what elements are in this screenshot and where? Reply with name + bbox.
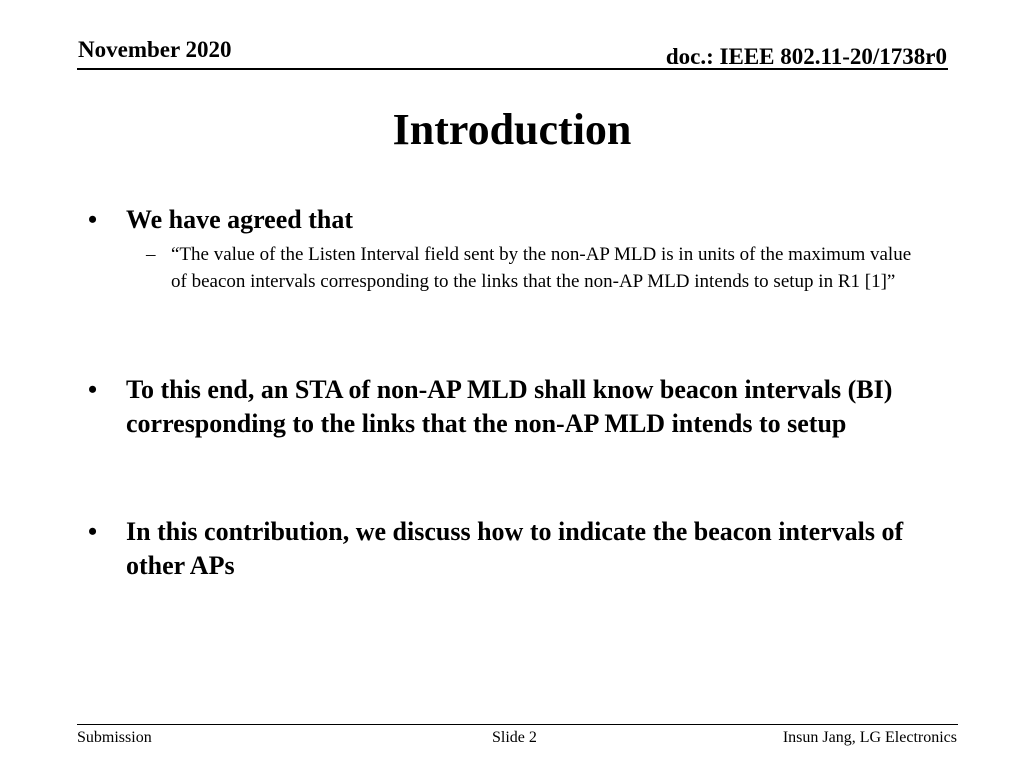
footer-submission: Submission	[77, 729, 152, 746]
bullet-marker: •	[88, 205, 98, 234]
footer-slide-number: Slide 2	[492, 729, 537, 746]
footer-author: Insun Jang, LG Electronics	[782, 729, 957, 746]
sub-bullet-text-listen-interval: “The value of the Listen Interval field sent by the non-AP MLD is in units of the maximum value of beacon intervals corresponding to the links that the non-AP MLD intends to setup in R1 [1]”	[171, 244, 912, 292]
bullet-text-contribution: In this contribution, we discuss how to indicate the beacon intervals of other APs	[126, 517, 904, 580]
bullet-text-agreed: We have agreed that	[126, 205, 353, 234]
bullet-text-sta-beacon-intervals: To this end, an STA of non-AP MLD shall know beacon intervals (BI) corresponding to the links that the non-AP MLD intends to setup	[126, 375, 893, 438]
bullet-marker: •	[88, 517, 98, 546]
slide-title: Introduction	[392, 105, 632, 154]
header-date: November 2020	[78, 37, 232, 62]
footer-divider	[77, 724, 958, 725]
sub-bullet-marker: –	[146, 244, 156, 265]
bullet-marker: •	[88, 375, 98, 404]
header-doc-id: doc.: IEEE 802.11-20/1738r0	[665, 44, 947, 69]
